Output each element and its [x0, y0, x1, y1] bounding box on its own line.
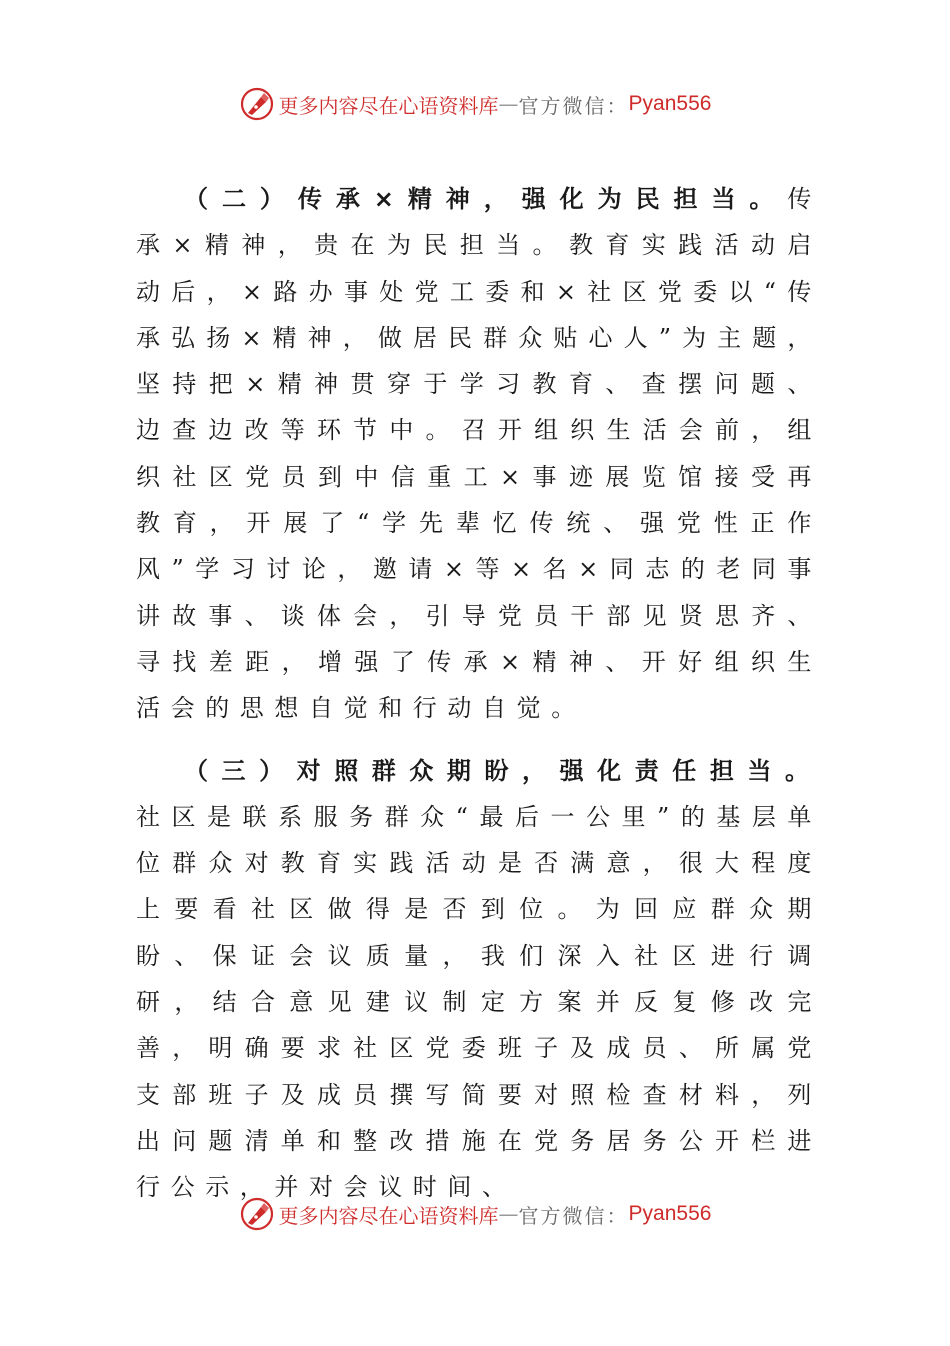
- document-body: [136, 176, 822, 1211]
- footer-banner: [0, 1194, 950, 1234]
- banner-wechat-id: Pyan556: [628, 1202, 712, 1225]
- paragraph-section-2: [136, 176, 822, 732]
- section-body: 传承×精神，贵在为民担当。教育实践活动启动后，×路办事处党工委和×社区党委以“传承弘扬×精神，做居民群众贴心人”为主题，坚持把×精神贯穿于学习教育、查摆问题、边查边改等环节中。召开组织生活会前，组织社区党员到中信重工×事迹展览馆接受再教育，开展了“学先辈忆传统、强党性正作风”学习讨论，邀请×等×名×同志的老同事讲故事、谈体会，引导党员干部见贤思齐、寻找差距，增强了传承×精神、开好组织生活会的思想自觉和行动自觉。: [136, 185, 822, 723]
- header-banner: [0, 84, 950, 124]
- section-heading: （三）对照群众期盼，强化责任担当。: [184, 756, 822, 785]
- banner-dash: —: [498, 1202, 519, 1226]
- banner-wechat-id: Pyan556: [628, 92, 712, 115]
- section-heading: （二）传承×精神，强化为民担当。: [184, 185, 788, 213]
- paragraph-section-3: [136, 748, 822, 1211]
- pen-nib-logo-icon: [239, 86, 275, 122]
- banner-text: 更多内容尽在心语资料库: [278, 1203, 499, 1228]
- banner-wechat-label: 官方微信：: [518, 93, 629, 118]
- pen-nib-logo-icon: [239, 1196, 275, 1232]
- banner-dash: —: [498, 92, 519, 116]
- banner-wechat-label: 官方微信：: [518, 1203, 629, 1228]
- banner-text: 更多内容尽在心语资料库: [278, 93, 499, 118]
- section-body: 社区是联系服务群众“最后一公里”的基层单位群众对教育实践活动是否满意，很大程度上要看社区做得是否到位。为回应群众期盼、保证会议质量，我们深入社区进行调研，结合意见建议制定方案并反复修改完善，明确要求社区党委班子及成员、所属党支部班子及成员撰写简要对照检查材料，列出问题清单和整改措施在党务居务公开栏进行公示，并对会议时间、: [136, 802, 822, 1202]
